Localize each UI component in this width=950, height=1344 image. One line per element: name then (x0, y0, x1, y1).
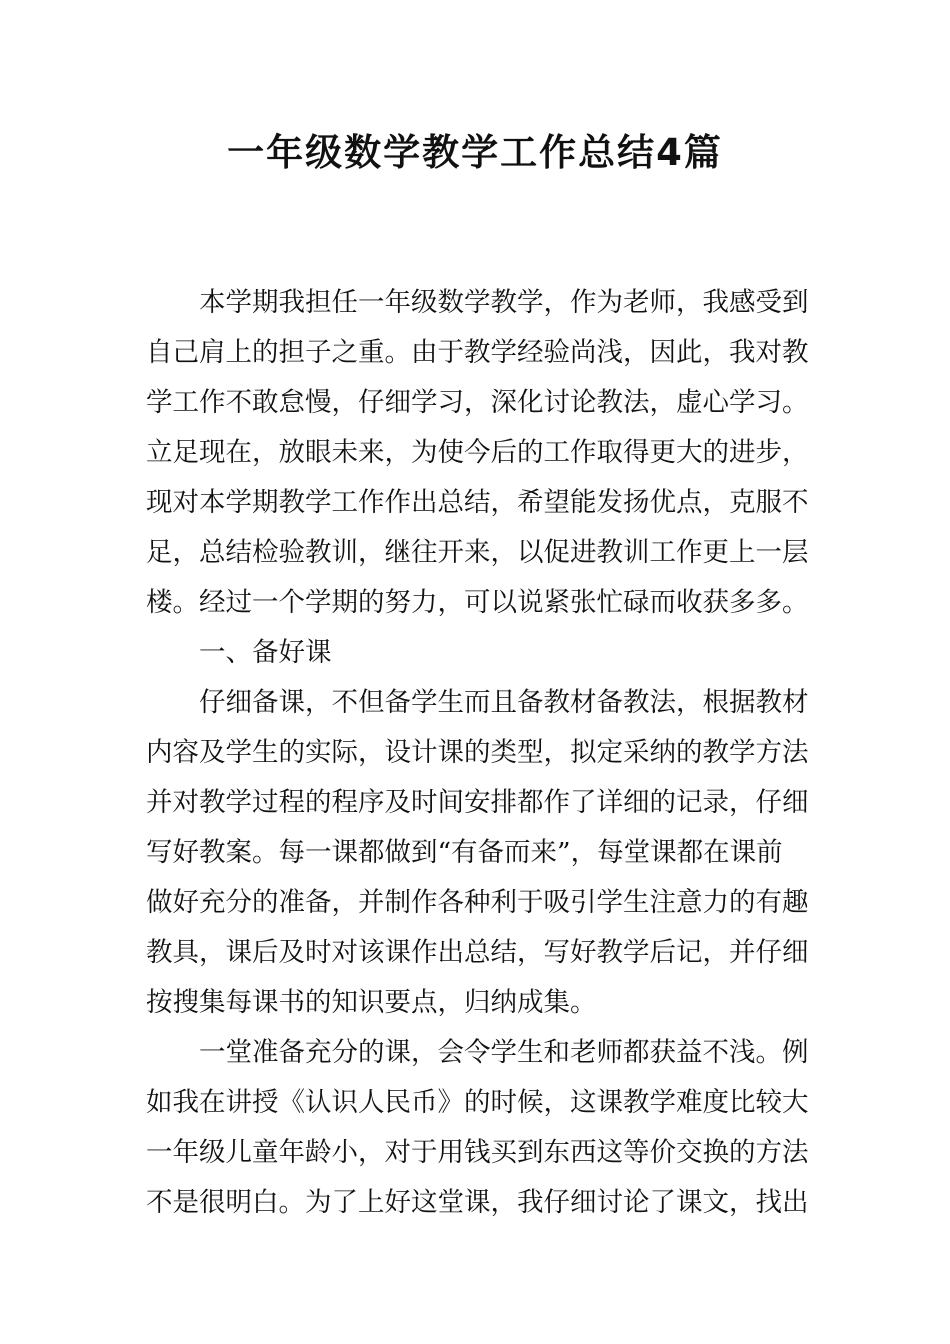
text-line: 现对本学期教学工作作出总结，希望能发扬优点，克服不 (146, 487, 809, 518)
text-line: 做好充分的准备，并制作各种利于吸引学生注意力的有趣 (146, 887, 809, 918)
text-line: 本学期我担任一年级数学教学，作为老师，我感受到 (199, 287, 809, 318)
section-heading (146, 628, 810, 678)
text-line: 一堂准备充分的课，会令学生和老师都获益不浅。例 (199, 1037, 809, 1068)
text-line: 内容及学生的实际，设计课的类型，拟定采纳的教学方法 (146, 737, 809, 768)
heading-text: 一、备好课 (199, 637, 332, 668)
text-line: 并对教学过程的程序及时间安排都作了详细的记录，仔细 (146, 787, 809, 818)
text-line: 立足现在，放眼未来，为使今后的工作取得更大的进步， (146, 437, 809, 468)
text-line: 自己肩上的担子之重。由于教学经验尚浅，因此，我对教 (146, 337, 809, 368)
text-line: 教具，课后及时对该课作出总结，写好教学后记，并仔细 (146, 937, 809, 968)
text-line: 楼。经过一个学期的努力，可以说紧张忙碌而收获多多。 (146, 587, 809, 618)
document-body (146, 278, 810, 1228)
document-title: 一年级数学教学工作总结4篇 (227, 131, 723, 174)
text-line: 按搜集每课书的知识要点，归纳成集。 (146, 987, 597, 1018)
paragraph-lesson-prep (146, 678, 810, 1028)
text-line: 一年级儿童年龄小，对于用钱买到东西这等价交换的方法 (146, 1137, 809, 1168)
text-line: 足，总结检验教训，继往开来，以促进教训工作更上一层 (146, 537, 809, 568)
paragraph-intro (146, 278, 810, 628)
text-line: 写好教案。每一课都做到“有备而来”，每堂课都在课前 (146, 837, 783, 868)
text-line: 如我在讲授《认识人民币》的时候，这课教学难度比较大 (146, 1087, 809, 1118)
paragraph-example (146, 1028, 810, 1228)
text-line: 仔细备课，不但备学生而且备教材备教法，根据教材 (199, 687, 809, 718)
text-line: 学工作不敢怠慢，仔细学习，深化讨论教法，虚心学习。 (146, 387, 809, 418)
text-line: 不是很明白。为了上好这堂课，我仔细讨论了课文，找出 (146, 1187, 809, 1218)
